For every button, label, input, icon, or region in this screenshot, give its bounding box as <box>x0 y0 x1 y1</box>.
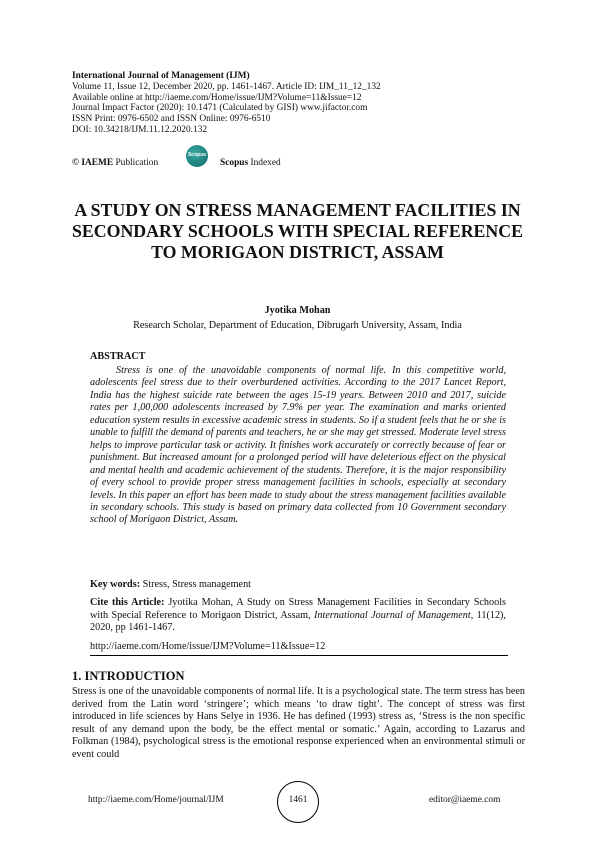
indexed-word: Indexed <box>248 158 281 168</box>
publisher <box>72 158 158 168</box>
citation <box>90 597 506 635</box>
keywords <box>90 579 251 590</box>
scopus-word: Scopus <box>220 158 249 168</box>
issn: ISSN Print: 0976-6502 and ISSN Online: 0976-6510 <box>72 114 271 125</box>
journal-name: International Journal of Management (IJM) <box>72 71 250 81</box>
author-affiliation: Research Scholar, Department of Education, Dibrugarh University, Assam, India <box>133 320 462 331</box>
citation-text: Jyotika Mohan, A Study on Stress Management Facilities in Secondary Schools with Special Reference to Morigaon District, Assam, <box>90 597 506 621</box>
doi: DOI: 10.34218/IJM.11.12.2020.132 <box>72 124 208 135</box>
abstract-text: Stress is one of the unavoidable components of normal life. In this competitive world, adolescents feel stress due to their overburdened activities. According to the 2017 Lancet Report, India has the highest suicide rate between the ages 15-19 years. Between 2010 and 2017, suicide rates per 1,00,000 adolescents increased by 7.9% per year. The examination and marks oriented education system results in excessive academic stress in students. So if a student feels that he or she is unable to fulfill the demand of parents and teachers, he or she may get stressed. Moderate level stress helps to improve particular task or activity. It finishes work accurately or correctly because of fear or punishment. But increased amount for a prolonged period will have deleterious effect on the physical and mental health and academic achievement of the students. Therefore, it is the major responsibility of every school to provide proper stress management facilities in schools, especially at secondary levels. In this paper an effort has been made to study about the stress management facilities available in secondary schools. This study is based on primary data collected from 10 Government secondary school of Morigaon District, Assam. <box>90 365 506 526</box>
footer-email-link[interactable]: editor@iaeme.com <box>429 795 501 805</box>
citation-tail: 11(12), 2020, pp 1461-1467. <box>90 609 506 634</box>
page-number: 1461 <box>288 795 308 805</box>
publication-word: Publication <box>113 158 159 168</box>
abstract-heading: ABSTRACT <box>90 351 146 362</box>
section-heading: 1. INTRODUCTION <box>72 669 185 683</box>
citation-journal: International Journal of Management, <box>314 609 474 621</box>
paper-title: A STUDY ON STRESS MANAGEMENT FACILITIES IN SECONDARY SCHOOLS WITH SPECIAL REFERENCE TO MORIGAON DISTRICT, ASSAM <box>72 200 523 262</box>
author-name: Jyotika Mohan <box>264 305 331 316</box>
divider <box>90 655 508 656</box>
scopus-logo-text: Scopus <box>187 152 207 158</box>
journal-header <box>72 71 532 136</box>
publication-row <box>72 152 372 180</box>
keywords-label: Key words: <box>90 579 141 590</box>
footer-journal-link[interactable]: http://iaeme.com/Home/journal/IJM <box>88 795 224 805</box>
citation-label: Cite this Article: <box>90 597 165 608</box>
scopus-logo-icon <box>186 145 208 167</box>
scopus-indexed <box>220 158 281 168</box>
copyright-publisher: © IAEME <box>72 158 114 168</box>
volume-info: Volume 11, Issue 12, December 2020, pp. 1461-1467. Article ID: IJM_11_12_132 <box>72 81 381 92</box>
citation-url-link[interactable]: http://iaeme.com/Home/issue/IJM?Volume=11&Issue=12 <box>90 641 326 652</box>
available-online: Available online at http://iaeme.com/Home/issue/IJM?Volume=11&Issue=12 <box>72 92 362 103</box>
keywords-value: Stress, Stress management <box>140 579 252 590</box>
page-number-badge <box>277 781 319 823</box>
impact-factor: Journal Impact Factor (2020): 10.1471 (Calculated by GISI) www.jifactor.com <box>72 103 368 114</box>
section-body: Stress is one of the unavoidable components of normal life. It is a psychological state. The term stress has been derived from the Latin word ‘stringere’; which means ‘to draw tight’. The concept of stress was first introduced in life sciences by Hans Selye in 1936. He has defined (1993) stress as, ‘Stress is the non specific result of any demand upon the body, be the effect mental or somatic.’ Again, according to Lazarus and Folkman (1984), psychological stress is the emotional response experienced when an environmental stimuli or event could <box>72 686 525 760</box>
